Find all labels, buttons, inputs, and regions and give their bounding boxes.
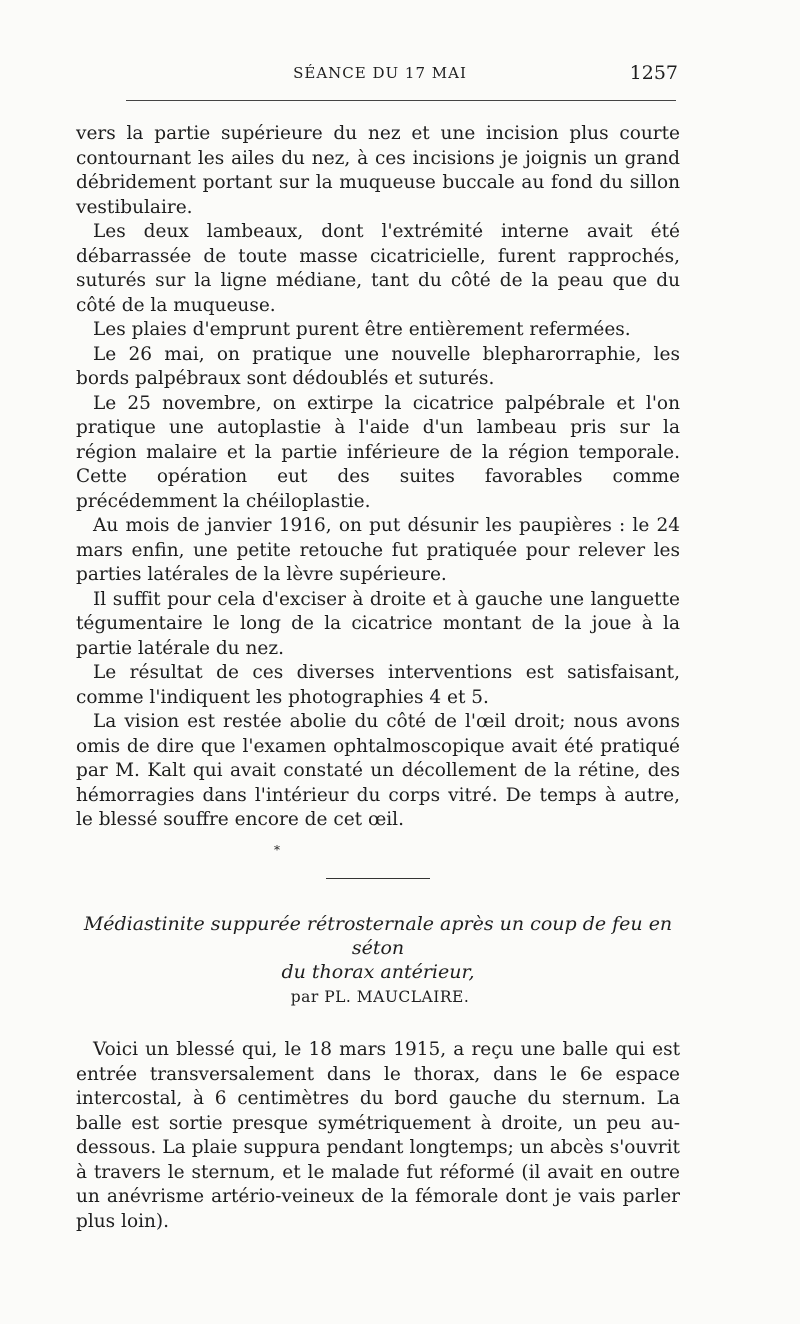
paragraph: Les plaies d'emprunt purent être entièrement refermées. bbox=[93, 319, 631, 340]
article-title bbox=[76, 912, 680, 984]
article-body bbox=[76, 1038, 680, 1234]
running-header bbox=[0, 64, 800, 90]
paragraph: Les deux lambeaux, dont l'extrémité interne avait été débarrassée de toute masse cicatricielle, furent rapprochés, suturés sur la ligne médiane, tant du côté de la peau que du côté de la muqueuse. bbox=[76, 221, 680, 316]
paragraph: Le 26 mai, on pratique une nouvelle blepharorraphie, les bords palpébraux sont dédoublés et suturés. bbox=[76, 343, 680, 389]
paragraph: Il suffit pour cela d'exciser à droite et à gauche une languette tégumentaire le long de la cicatrice montant de la joue à la partie latérale du nez. bbox=[76, 588, 680, 659]
body-text bbox=[76, 122, 680, 833]
running-title: SÉANCE DU 17 MAI bbox=[293, 64, 467, 82]
article-title-line: du thorax antérieur, bbox=[281, 961, 475, 983]
paragraph: Au mois de janvier 1916, on put désunir les paupières : le 24 mars enfin, une petite retouche fut pratiquée pour relever les parties latérales de la lèvre supérieure. bbox=[76, 515, 680, 585]
article-title-line: Médiastinite suppurée rétrosternale après un coup de feu en séton bbox=[83, 913, 673, 959]
paragraph: vers la partie supérieure du nez et une incision plus courte contournant les ailes du nez, à ces incisions je joignis un grand débridement portant sur la muqueuse buccale au fond du sillon vestibulaire. bbox=[76, 123, 680, 218]
page-number: 1257 bbox=[629, 62, 678, 84]
header-rule bbox=[126, 100, 676, 101]
article-byline: par PL. MAUCLAIRE. bbox=[290, 988, 470, 1006]
paragraph: Voici un blessé qui, le 18 mars 1915, a reçu une balle qui est entrée transversalement dans le thorax, dans le 6e espace intercostal, à 6 centimètres du bord gauche du sternum. La balle est sortie presque symétriquement à droite, un peu au-dessous. La plaie suppura pendant longtemps; un abcès s'ouvrit à travers le sternum, et le malade fut réformé (il avait en outre un anévrisme artério-veineux de la fémorale dont je vais parler plus loin). bbox=[76, 1039, 680, 1232]
paragraph: Le 25 novembre, on extirpe la cicatrice palpébrale et l'on pratique une autoplastie à l'aide d'un lambeau pris sur la région malaire et la partie inférieure de la région temporale. Cette opération eut des suites favorables comme précédemment la chéiloplastie. bbox=[76, 392, 680, 512]
paragraph: La vision est restée abolie du côté de l'œil droit; nous avons omis de dire que l'examen ophtalmoscopique avait été pratiqué par M. Kalt qui avait constaté un décollement de la rétine, des hémorragies dans l'intérieur du corps vitré. De temps à autre, le blessé souffre encore de cet œil. bbox=[76, 711, 680, 830]
separator-mark: * bbox=[274, 843, 280, 857]
section-rule bbox=[326, 878, 430, 879]
paragraph: Le résultat de ces diverses interventions est satisfaisant, comme l'indiquent les photographies 4 et 5. bbox=[76, 662, 680, 708]
